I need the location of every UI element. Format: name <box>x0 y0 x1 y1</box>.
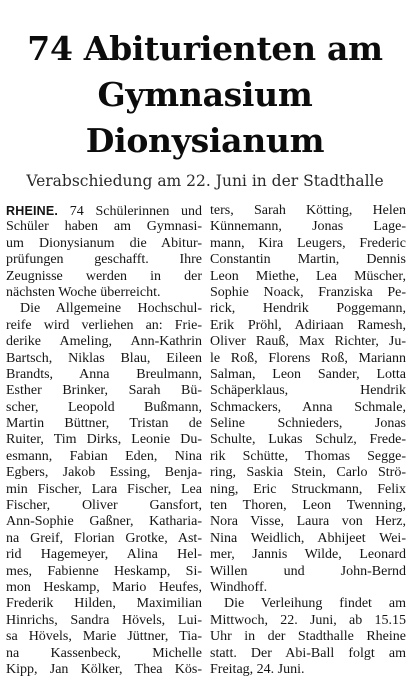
article-text-line: Ruiter, Tim Dirks, Leonie Du- <box>6 432 202 448</box>
article-text-line: derike Ameling, Ann-Kathrin <box>6 334 202 350</box>
article-text-line: Frederik Hilden, Maximilian <box>6 596 202 612</box>
headline-line-3: Dionysianum <box>85 121 325 161</box>
article-text-line: Constantin Martin, Dennis <box>210 252 406 268</box>
article-text-line: Oliver Rauß, Max Richter, Ju- <box>210 334 406 350</box>
article-text-line: reife wird verliehen an: Frie- <box>6 317 202 333</box>
article-text-line: mon Heskamp, Mario Heufes, <box>6 579 202 595</box>
article-text-line: Willen und John-Bernd <box>210 563 406 579</box>
article-text-line: Martin Büttner, Tristan de <box>6 416 202 432</box>
article-text-line: Bartsch, Niklas Blau, Eileen <box>6 350 202 366</box>
article-column-left <box>6 203 202 678</box>
article-dateline: RHEINE. <box>6 204 59 218</box>
article-text-line: Erik Pröhl, Adiriaan Ramesh, <box>210 317 406 333</box>
article-text-line: Zeugnisse werden in der <box>6 268 202 284</box>
article-text-line: mes, Fabienne Heskamp, Si- <box>6 563 202 579</box>
article-text-line: prüfungen geschafft. Ihre <box>6 252 202 268</box>
article-text-line: Brandts, Anna Breulmann, <box>6 366 202 382</box>
article-text-line: Uhr in der Stadthalle Rheine <box>210 629 406 645</box>
article-text-line: min Fischer, Lara Fischer, Lea <box>6 481 202 497</box>
article-text-line: esmann, Fabian Eden, Nina <box>6 448 202 464</box>
article-text-line: ning, Eric Struckmann, Felix <box>210 481 406 497</box>
article-text-line: mer, Jannis Wilde, Leonard <box>210 547 406 563</box>
article-text-line: Künnemann, Jonas Lage- <box>210 219 406 235</box>
article-text-line: rik Schütte, Thomas Segge- <box>210 448 406 464</box>
article-text-line: Hinrichs, Sandra Hövels, Lui- <box>6 612 202 628</box>
article-text-line: rick, Hendrik Poggemann, <box>210 301 406 317</box>
article-text-line: Schmackers, Anna Schmale, <box>210 399 406 415</box>
article-text-line: Nora Visse, Laura von Herz, <box>210 514 406 530</box>
article-text-line: Salman, Leon Sander, Lotta <box>210 366 406 382</box>
article-text-line: Windhoff. <box>210 579 268 595</box>
article-text-line: mann, Kira Leugers, Frederic <box>210 235 406 251</box>
article-subheadline: Verabschiedung am 22. Juni in der Stadthalle <box>26 172 384 190</box>
article-text-line: Schulte, Lukas Schulz, Frede- <box>210 432 406 448</box>
article-text-line: nächsten Woche überreicht. <box>6 284 161 300</box>
article-text-line: Schüler haben am Gymnasi- <box>6 219 202 235</box>
article-text-line: ten Thoren, Leon Twenning, <box>210 498 406 514</box>
article-text-fragment: 74 Schülerinnen und <box>58 204 202 219</box>
article-text-line: Ann-Sophie Gaßner, Katharia- <box>6 514 202 530</box>
headline-line-1: 74 Abiturienten am <box>27 29 383 69</box>
article-text-line: Seline Schnieders, Jonas <box>210 416 406 432</box>
article-text-line: Fischer, Oliver Gansfort, <box>6 498 202 514</box>
article-text-line: um Dionysianum die Abitur- <box>6 235 202 251</box>
article-text-line: sa Hövels, Marie Jüttner, Tia- <box>6 629 202 645</box>
article-text-line <box>6 203 202 219</box>
article-text-line: Sophie Noack, Franziska Pe- <box>210 284 406 300</box>
article-text-line: ring, Saskia Stein, Carlo Strö- <box>210 465 406 481</box>
article-text-line: scher, Leopold Bußmann, <box>6 399 202 415</box>
article-column-right <box>210 203 406 678</box>
article-text-line: rid Hagemeyer, Alina Hel- <box>6 547 202 563</box>
article-text-line: na Kassenbeck, Michelle <box>6 645 202 661</box>
article-text-line: Die Allgemeine Hochschul- <box>20 301 202 317</box>
article-headline <box>0 26 410 164</box>
article-text-line: Freitag, 24. Juni. <box>210 661 305 677</box>
article-text-line: le Roß, Florens Roß, Mariann <box>210 350 406 366</box>
article-text-line: ters, Sarah Kötting, Helen <box>210 203 406 218</box>
article-text-line: Die Verleihung findet am <box>224 596 406 612</box>
article-text-line: Mittwoch, 22. Juni, ab 15.15 <box>210 612 406 628</box>
article-text-line: Kipp, Jan Kölker, Thea Kös- <box>6 661 202 677</box>
article-text-line: Leon Miethe, Lea Müscher, <box>210 268 406 284</box>
article-text-line: na Greif, Florian Grotke, Ast- <box>6 530 202 546</box>
article-text-line: Esther Brinker, Sarah Bü- <box>6 383 202 399</box>
headline-line-2: Gymnasium <box>97 75 313 115</box>
article-text-line: Schäperklaus, Hendrik <box>210 383 406 399</box>
article-text-line: Egbers, Jakob Essing, Benja- <box>6 465 202 481</box>
article-text-line: statt. Der Abi-Ball folgt am <box>210 645 406 661</box>
article-text-line: Nina Weidlich, Abhijeet Wei- <box>210 530 406 546</box>
